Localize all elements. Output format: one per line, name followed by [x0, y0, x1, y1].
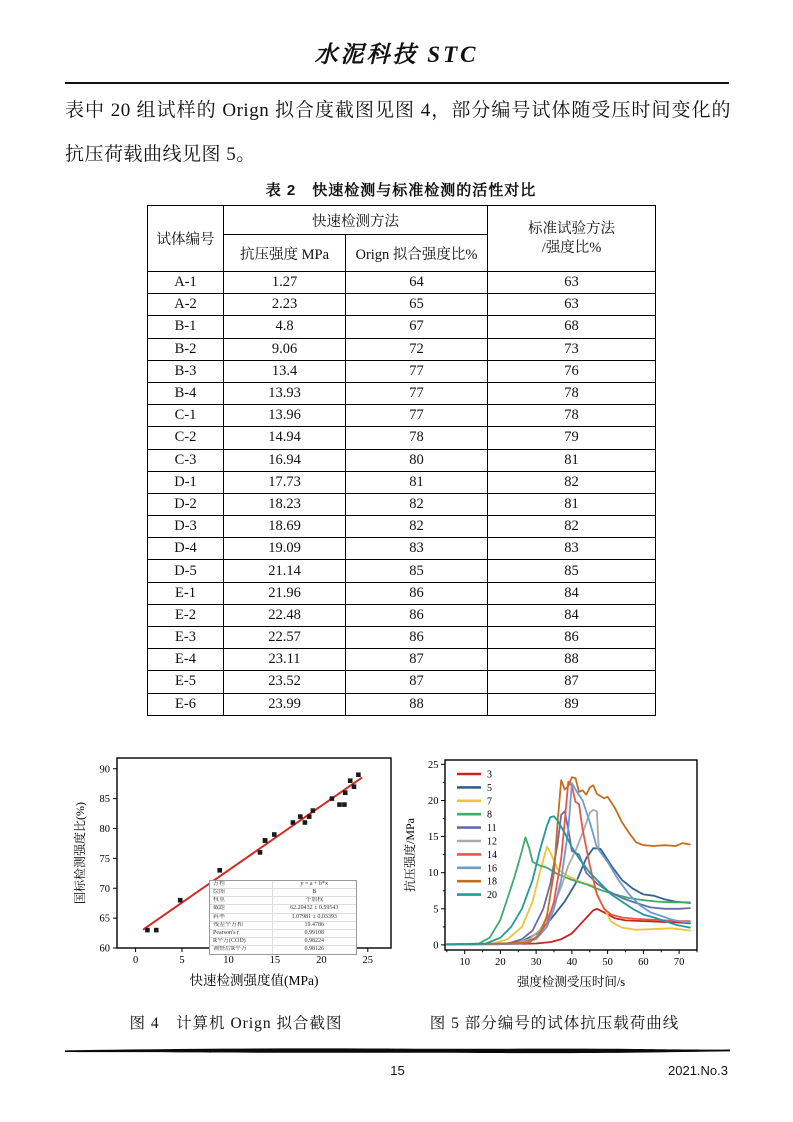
inset-value: 0.98126	[272, 946, 356, 954]
table-cell: 2.23	[224, 294, 346, 316]
col-group-rapid-method: 快速检测方法	[224, 206, 488, 235]
legend-item: 5	[487, 782, 492, 794]
table-cell: 85	[346, 560, 488, 582]
y-tick-label: 25	[428, 759, 439, 771]
legend-item: 7	[487, 796, 492, 808]
col-header-strength: 抗压强度 MPa	[224, 235, 346, 272]
table-cell: 86	[346, 604, 488, 626]
data-point	[298, 814, 303, 819]
series-line-20	[447, 816, 690, 944]
x-axis-label: 快速检测强度值(MPa)	[189, 972, 319, 988]
table-cell: 73	[488, 338, 656, 360]
table-cell: 14.94	[224, 427, 346, 449]
inset-label: 调整后R平方	[210, 946, 272, 954]
table-cell: D-2	[148, 493, 224, 515]
table-cell: E-5	[148, 671, 224, 693]
inset-label: 残差平方和	[210, 921, 272, 929]
x-tick-label: 60	[638, 956, 649, 968]
y-tick-label: 75	[99, 853, 110, 865]
table-row	[148, 471, 656, 493]
data-point	[342, 802, 347, 807]
table-cell: C-2	[148, 427, 224, 449]
y-tick-label: 10	[428, 867, 439, 879]
table-cell: D-4	[148, 538, 224, 560]
inset-value: B	[272, 888, 356, 896]
table-cell: 77	[346, 405, 488, 427]
table-row	[148, 427, 656, 449]
x-tick-label: 10	[223, 954, 234, 966]
data-point	[258, 850, 263, 855]
col-header-orign-ratio: Orign 拟合强度比%	[346, 235, 488, 272]
table-row	[148, 493, 656, 515]
table-cell: 16.94	[224, 449, 346, 471]
x-tick-label: 20	[316, 954, 327, 966]
table-cell: B-1	[148, 316, 224, 338]
y-tick-label: 90	[99, 764, 110, 776]
inset-label: 截距	[210, 905, 272, 913]
table-cell: 83	[346, 538, 488, 560]
table-cell: 78	[488, 405, 656, 427]
table-cell: 21.14	[224, 560, 346, 582]
table-cell: 65	[346, 294, 488, 316]
y-axis-label: 抗压强度/MPa	[403, 817, 417, 892]
table-cell: E-4	[148, 649, 224, 671]
inset-row	[210, 913, 356, 921]
table-cell: A-2	[148, 294, 224, 316]
table-cell: 86	[488, 627, 656, 649]
table-cell: 18.23	[224, 493, 346, 515]
table-row	[148, 693, 656, 715]
inset-row	[210, 881, 356, 889]
table-cell: B-3	[148, 360, 224, 382]
y-tick-label: 85	[99, 793, 110, 805]
figures-row	[0, 750, 793, 1033]
page-footer	[65, 1042, 730, 1083]
table-cell: 63	[488, 272, 656, 294]
legend-item: 3	[487, 769, 492, 781]
x-tick-label: 15	[269, 954, 281, 966]
y-axis-label: 国标检测强度比(%)	[73, 801, 87, 904]
table-cell: 19.09	[224, 538, 346, 560]
table-cell: 88	[488, 649, 656, 671]
table-cell: 87	[346, 671, 488, 693]
inset-label: 权重	[210, 897, 272, 905]
data-point	[303, 820, 308, 825]
table-row	[148, 360, 656, 382]
y-tick-label: 20	[428, 795, 439, 807]
table-cell: B-4	[148, 382, 224, 404]
table-row	[148, 516, 656, 538]
col-header-specimen: 试体编号	[148, 206, 224, 272]
table-cell: D-3	[148, 516, 224, 538]
inset-row	[210, 946, 356, 954]
table-row	[148, 272, 656, 294]
table-row	[148, 382, 656, 404]
inset-row	[210, 905, 356, 913]
y-tick-label: 65	[99, 913, 110, 925]
table-cell: D-5	[148, 560, 224, 582]
table-row	[148, 538, 656, 560]
data-point	[330, 796, 335, 801]
table-cell: E-2	[148, 604, 224, 626]
table-cell: 13.4	[224, 360, 346, 382]
issue-label: 2021.No.3	[668, 1063, 728, 1078]
data-point	[154, 928, 159, 933]
x-tick-label: 20	[495, 956, 506, 968]
data-point	[307, 814, 312, 819]
journal-title: 水泥科技 STC	[314, 42, 479, 67]
table-cell: 86	[346, 582, 488, 604]
y-tick-label: 0	[433, 940, 439, 952]
table-row	[148, 405, 656, 427]
table-row	[148, 338, 656, 360]
table-cell: B-2	[148, 338, 224, 360]
footer-rule	[65, 1047, 730, 1055]
page-number: 15	[390, 1063, 405, 1078]
table-row	[148, 604, 656, 626]
table-cell: 81	[488, 493, 656, 515]
table-cell: 4.8	[224, 316, 346, 338]
table-cell: 64	[346, 272, 488, 294]
col-header-standard-line2: /强度比%	[541, 239, 602, 256]
y-tick-label: 70	[99, 883, 110, 895]
table-cell: 86	[346, 627, 488, 649]
data-point	[145, 928, 150, 933]
table-cell: E-6	[148, 693, 224, 715]
data-point	[352, 784, 357, 789]
data-point	[348, 778, 353, 783]
table-title: 表 2 快速检测与标准检测的活性对比	[265, 182, 537, 199]
table-cell: 84	[488, 604, 656, 626]
table-cell: 82	[488, 471, 656, 493]
legend-item: 20	[487, 889, 497, 901]
table-cell: D-1	[148, 471, 224, 493]
figure5-caption: 图 5 部分编号的试体抗压载荷曲线	[429, 1014, 680, 1032]
table-row	[148, 649, 656, 671]
table-cell: 23.11	[224, 649, 346, 671]
series-line-14	[447, 781, 690, 944]
table-cell: 78	[346, 427, 488, 449]
inset-value: 0.99108	[272, 929, 356, 937]
inset-row	[210, 897, 356, 905]
inset-row	[210, 938, 356, 946]
inset-row	[210, 929, 356, 937]
inset-label: R平方(COD)	[210, 938, 272, 946]
y-tick-label: 5	[433, 904, 439, 916]
inset-value: y = a + b*x	[272, 881, 356, 889]
footer-row	[65, 1063, 730, 1083]
data-point	[291, 820, 296, 825]
table-cell: 79	[488, 427, 656, 449]
table-cell: 78	[488, 382, 656, 404]
table-cell: 77	[346, 360, 488, 382]
figure4-caption: 图 4 计算机 Orign 拟合截图	[129, 1014, 343, 1032]
data-point	[178, 898, 183, 903]
inset-value: 62.20432 ± 0.59543	[272, 905, 356, 913]
inset-row	[210, 921, 356, 929]
table-cell: 23.99	[224, 693, 346, 715]
y-tick-label: 15	[428, 831, 439, 843]
y-tick-label: 80	[99, 823, 110, 835]
activity-comparison-table	[147, 205, 656, 716]
inset-label: 绘图	[210, 888, 272, 896]
table-cell: 68	[488, 316, 656, 338]
inset-value: 不加权	[272, 897, 356, 905]
inset-value: 0.98224	[272, 938, 356, 946]
data-point	[343, 790, 348, 795]
table-cell: 21.96	[224, 582, 346, 604]
x-axis-label: 强度检测受压时间/s	[516, 974, 626, 989]
table-cell: 88	[346, 693, 488, 715]
table-cell: 82	[488, 516, 656, 538]
table-cell: 76	[488, 360, 656, 382]
inset-value: 19.4786	[272, 921, 356, 929]
table-cell: 81	[346, 471, 488, 493]
table-cell: A-1	[148, 272, 224, 294]
table-cell: 85	[488, 560, 656, 582]
col-header-standard-line1: 标准试验方法	[528, 220, 615, 237]
inset-label: 斜率	[210, 913, 272, 921]
body-paragraph: 表中 20 组试样的 Orign 拟合度截图见图 4，部分编号试体随受压时间变化的抗压荷载曲线见图 5。	[65, 100, 731, 165]
series-line-5	[447, 848, 690, 945]
legend-item: 18	[487, 876, 497, 888]
inset-row	[210, 888, 356, 896]
table-cell: 87	[488, 671, 656, 693]
table-cell: E-1	[148, 582, 224, 604]
data-point	[263, 838, 268, 843]
table-cell: 1.27	[224, 272, 346, 294]
x-tick-label: 30	[530, 956, 542, 968]
table-cell: 13.93	[224, 382, 346, 404]
load-curves-line-chart	[401, 750, 708, 1001]
table-cell: 13.96	[224, 405, 346, 427]
table-row	[148, 627, 656, 649]
table-cell: E-3	[148, 627, 224, 649]
inset-label: 方程	[213, 880, 226, 887]
legend-item: 14	[487, 849, 497, 861]
x-tick-label: 70	[673, 956, 685, 968]
figure-5	[401, 750, 708, 1033]
x-tick-label: 0	[132, 954, 139, 966]
table-cell: 77	[346, 382, 488, 404]
table-cell: 23.52	[224, 671, 346, 693]
legend-item: 11	[487, 822, 497, 834]
table-cell: 82	[346, 493, 488, 515]
data-point	[311, 808, 316, 813]
table-cell: 9.06	[224, 338, 346, 360]
figure-4	[71, 750, 401, 1033]
origin-fit-scatter-chart	[71, 750, 401, 1001]
table-cell: 18.69	[224, 516, 346, 538]
x-tick-label: 10	[459, 956, 470, 968]
table-row	[148, 316, 656, 338]
table-row	[148, 449, 656, 471]
table-row	[148, 671, 656, 693]
x-tick-label: 50	[602, 956, 613, 968]
table-cell: 80	[346, 449, 488, 471]
table-cell: 87	[346, 649, 488, 671]
table-cell: 63	[488, 294, 656, 316]
inset-label: Pearson's r	[210, 929, 272, 937]
table-cell: 81	[488, 449, 656, 471]
legend-item: 8	[487, 809, 492, 821]
x-tick-label: 40	[566, 956, 578, 968]
legend-item: 16	[487, 863, 497, 875]
table-cell: C-1	[148, 405, 224, 427]
table-cell: 17.73	[224, 471, 346, 493]
inset-value: 1.07981 ± 0.03393	[272, 913, 356, 921]
x-tick-label: 5	[179, 954, 185, 966]
x-tick-label: 25	[362, 954, 374, 966]
col-header-standard	[488, 206, 656, 272]
table-cell: 82	[346, 516, 488, 538]
legend-item: 12	[487, 836, 497, 848]
table-cell: 89	[488, 693, 656, 715]
table-block	[147, 181, 655, 716]
data-point	[356, 772, 361, 777]
table-row	[148, 582, 656, 604]
table-cell: 22.57	[224, 627, 346, 649]
table-cell: 22.48	[224, 604, 346, 626]
table-cell: 67	[346, 316, 488, 338]
table-cell: 83	[488, 538, 656, 560]
table-cell: 72	[346, 338, 488, 360]
table-cell: C-3	[148, 449, 224, 471]
y-tick-label: 60	[99, 943, 110, 955]
fit-stats-inset	[209, 880, 357, 955]
data-point	[337, 802, 342, 807]
table-row	[148, 294, 656, 316]
data-point	[217, 868, 222, 873]
data-point	[272, 832, 277, 837]
table-cell: 84	[488, 582, 656, 604]
table-row	[148, 560, 656, 582]
